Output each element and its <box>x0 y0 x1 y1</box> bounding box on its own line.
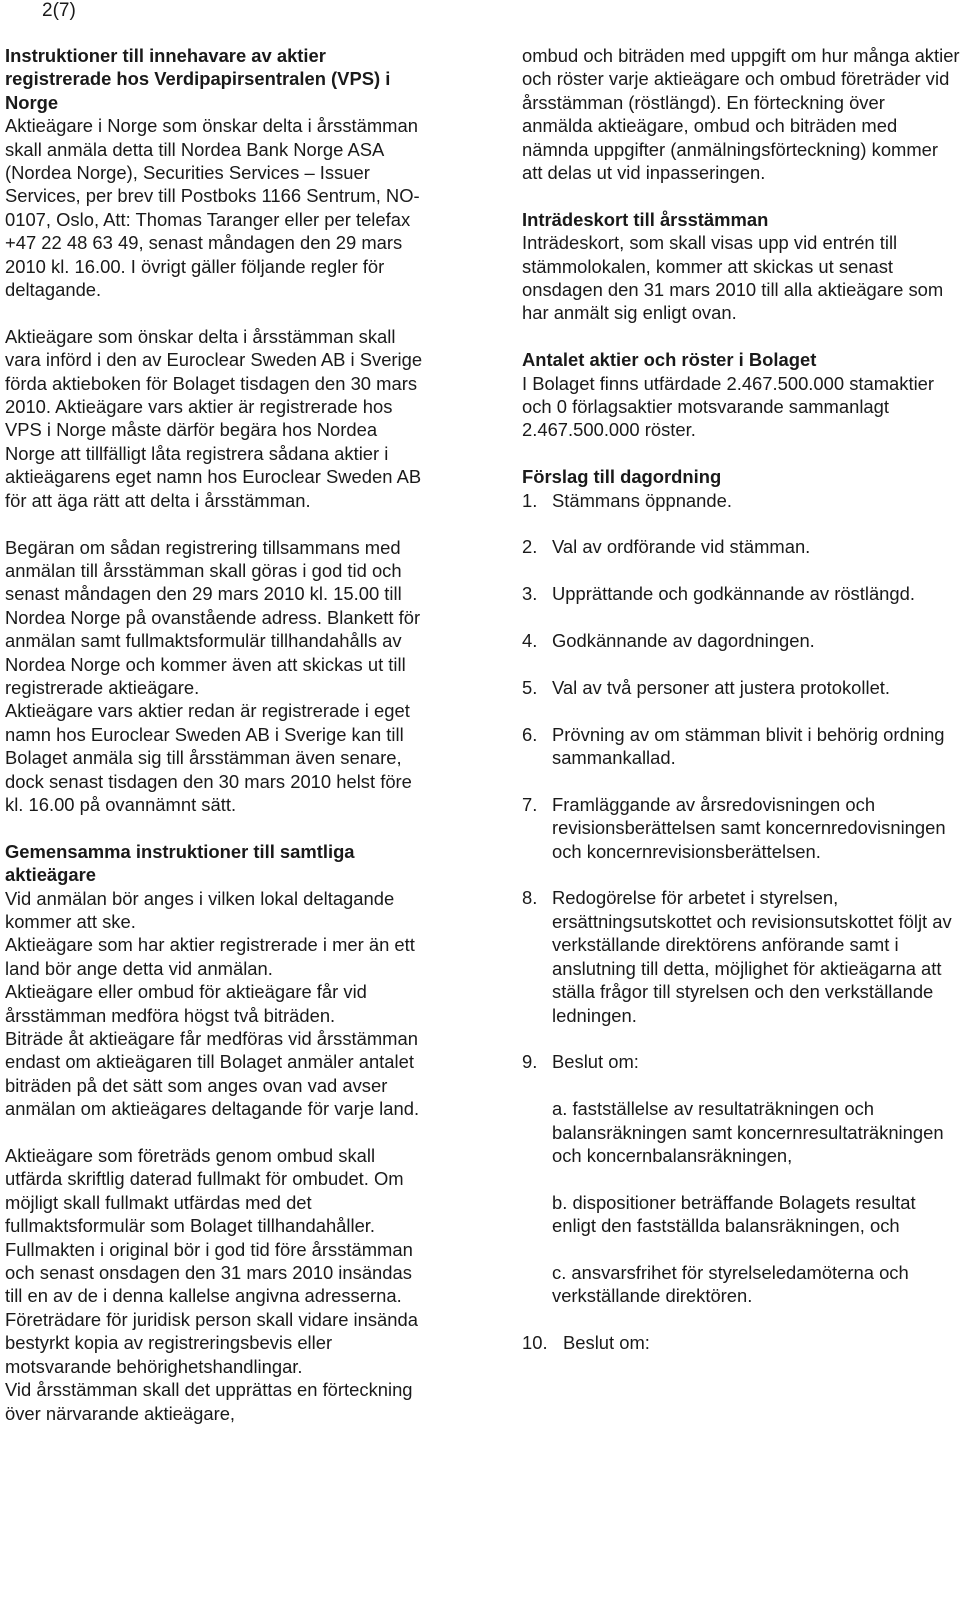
paragraph-attendance-continued: ombud och biträden med uppgift om hur många aktier och röster varje aktieägare och ombud företräder vid årsstämman (röstlängd). En förteckning över anmälda aktieägare, ombud och biträden med nämnda uppgifter (anmälningsförteckning) kommer att delas ut vid inpasseringen. <box>522 45 960 184</box>
agenda-item <box>522 629 960 652</box>
paragraph-common-legal-entity: Företrädare för juridisk person skall vidare insända bestyrkt kopia av registreringsbevis eller motsvarande behörighetshandlingar. <box>5 1308 418 1377</box>
agenda-item-number: 3. <box>522 583 538 605</box>
paragraph-vps-request: Begäran om sådan registrering tillsammans med anmälan till årsstämman skall göras i god tid och senast måndagen den 29 mars 2010 kl. 15.00 till Nordea Norge på ovanstående adress. Blankett för anmälan samt fullmaktsformulär tillhandahålls av Nordea Norge och kommer även att skickas ut till registrerade aktieägare. <box>5 536 421 698</box>
agenda-item <box>522 886 960 1026</box>
agenda-item-text: Val av ordförande vid stämman. <box>552 536 811 558</box>
agenda-item-number: 10. <box>522 1332 548 1354</box>
paragraph-common-assistants: Aktieägare eller ombud för aktieägare får vid årsstämman medföra högst två biträden. <box>5 981 367 1026</box>
agenda-item-number: 8. <box>522 887 538 909</box>
agenda-item <box>522 582 960 605</box>
agenda-item <box>522 1050 960 1073</box>
heading-common-instructions: Gemensamma instruktioner till samtliga aktieägare <box>5 840 355 886</box>
agenda-item-text: Val av två personer att justera protokollet. <box>552 676 891 698</box>
agenda-item-number: 5. <box>522 676 538 698</box>
agenda-subitem-c: c. ansvarsfrihet för styrelseledamöterna och verkställande direktören. <box>552 1261 909 1307</box>
heading-shares-votes: Antalet aktier och röster i Bolaget <box>522 349 817 371</box>
agenda-item <box>522 676 960 699</box>
agenda-item-text: Beslut om: <box>563 1332 650 1354</box>
agenda-item-text: Redogörelse för arbetet i styrelsen, ersättningsutskottet och revisionsutskottet följt av verkställande direktörens anförande samt i anslutning till detta, möjlighet för aktieägarna att ställa frågor till styrelsen och den verkställande ledningen. <box>552 887 952 1026</box>
paragraph-vps-shareholder-book: Aktieägare som önskar delta i årsstämman skall vara införd i den av Euroclear Sweden AB i Sverige förda aktieboken för Bolaget tisdagen den 30 mars 2010. Aktieägare vars aktier är registrerade hos VPS i Norge måste därför begära hos Nordea Norge att tillfälligt låta registrera sådana aktier i aktieägarens eget namn hos Euroclear Sweden AB för att äga rätt att delta i årsstämman. <box>5 325 423 511</box>
paragraph-common-assistant-notice: Biträde åt aktieägare får medföras vid årsstämman endast om aktieägaren till Bolaget anmäler antalet biträden på det sätt som anges ovan vad avser anmälan om aktieägares deltagande för varje land. <box>5 1028 420 1120</box>
paragraph-shares-votes: I Bolaget finns utfärdade 2.467.500.000 stamaktier och 0 förlagsaktier motsvarande sammanlagt 2.467.500.000 röster. <box>522 372 935 441</box>
paragraph-vps-registration: Aktieägare i Norge som önskar delta i årsstämman skall anmäla detta till Nordea Bank Norge ASA (Nordea Norge), Securities Services – Issuer Services, per brev till Postboks 1166 Sentrum, NO-0107, Oslo, Att: Thomas Taranger eller per telefax +47 22 48 63 49, senast måndagen den 29 mars 2010 kl. 16.00. I övrigt gäller följande regler för deltagande. <box>5 115 420 301</box>
left-column <box>5 44 425 1425</box>
heading-vps-instructions: Instruktioner till innehavare av aktier registrerade hos Verdipapirsentralen (VPS) i Norge <box>5 45 391 113</box>
agenda-item-text: Framläggande av årsredovisningen och revisionsberättelsen samt koncernredovisningen och koncernrevisionsberättelsen. <box>552 793 946 862</box>
agenda-subitem-b: b. dispositioner beträffande Bolagets resultat enligt den fastställda balansräkningen, och <box>552 1191 916 1237</box>
agenda-item-text: Prövning av om stämman blivit i behörig ordning sammankallad. <box>552 723 945 769</box>
page-number: 2(7) <box>42 0 76 21</box>
agenda-item-number: 7. <box>522 793 538 815</box>
agenda-item-text: Stämmans öppnande. <box>552 489 732 511</box>
paragraph-vps-own-name: Aktieägare vars aktier redan är registrerade i eget namn hos Euroclear Sweden AB i Sverige kan till Bolaget anmäla sig till årsstämman även senare, dock senast tisdagen den 30 mars 2010 helst före kl. 16.00 på ovannämnt sätt. <box>5 700 412 815</box>
agenda-item-number: 2. <box>522 536 538 558</box>
agenda-item-text: Beslut om: <box>552 1051 639 1073</box>
agenda-item <box>522 489 960 512</box>
agenda-item-number: 6. <box>522 723 538 745</box>
right-column <box>522 44 960 1355</box>
agenda-item <box>522 1331 960 1354</box>
agenda-item-number: 4. <box>522 630 538 652</box>
paragraph-common-attendance-list: Vid årsstämman skall det upprättas en förteckning över närvarande aktieägare, <box>5 1379 413 1424</box>
paragraph-common-multiple-countries: Aktieägare som har aktier registrerade i mer än ett land bör ange detta vid anmälan. <box>5 934 415 979</box>
agenda-item-number: 1. <box>522 489 538 511</box>
agenda-item <box>522 723 960 770</box>
agenda-item-number: 9. <box>522 1051 538 1073</box>
agenda-item <box>522 535 960 558</box>
agenda-item <box>522 793 960 863</box>
heading-admission-card: Inträdeskort till årsstämman <box>522 208 769 230</box>
agenda-subitem-a: a. fastställelse av resultaträkningen och balansräkningen samt koncernresultaträkningen och koncernbalansräkningen, <box>552 1098 944 1166</box>
heading-agenda: Förslag till dagordning <box>522 466 722 488</box>
paragraph-common-proxy: Aktieägare som företräds genom ombud skall utfärda skriftlig daterad fullmakt för ombudet. Om möjligt skall fullmakt utfärdas med det fullmaktsformulär som Bolaget tillhandahåller. Fullmakten i original bör i god tid före årsstämman och senast onsdagen den 31 mars 2010 insändas till en av de i denna kallelse angivna adresserna. <box>5 1145 413 1307</box>
agenda-item-text: Upprättande och godkännande av röstlängd. <box>552 583 915 605</box>
paragraph-admission-card: Inträdeskort, som skall visas upp vid entrén till stämmolokalen, kommer att skickas ut senast onsdagen den 31 mars 2010 till alla aktieägare som har anmält sig enligt ovan. <box>522 232 944 324</box>
agenda-item-text: Godkännande av dagordningen. <box>552 630 815 652</box>
paragraph-common-venue: Vid anmälan bör anges i vilken lokal deltagande kommer att ske. <box>5 887 395 932</box>
